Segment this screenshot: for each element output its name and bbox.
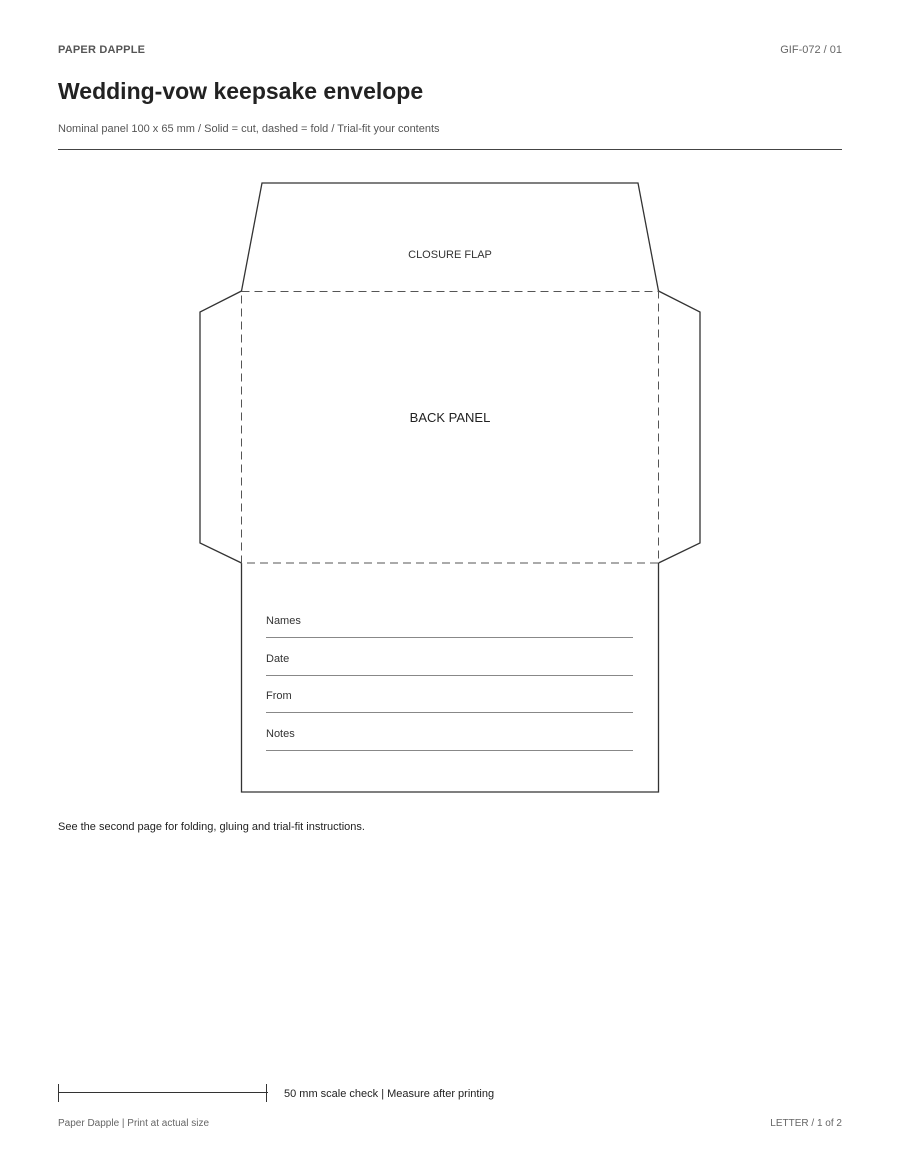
- field-line-names: [266, 637, 633, 638]
- back-panel-fold-line: [242, 292, 659, 564]
- scale-bar-end-tick: [266, 1084, 267, 1102]
- scale-check-text: 50 mm scale check | Measure after printing: [284, 1088, 495, 1100]
- brand-name: PAPER DAPPLE: [58, 44, 146, 56]
- left-side-flap-cut-line: [200, 291, 242, 563]
- instructions-note: See the second page for folding, gluing and trial-fit instructions.: [58, 821, 365, 833]
- document-id: GIF-072 / 01: [780, 44, 842, 56]
- scale-check-bar: [58, 1084, 268, 1102]
- field-label-names: Names: [266, 615, 301, 627]
- closure-flap-cut-line: [242, 183, 659, 291]
- page-title: Wedding-vow keepsake envelope: [58, 78, 424, 104]
- scale-bar-line: [58, 1092, 268, 1093]
- right-side-flap-cut-line: [659, 291, 701, 563]
- field-label-from: From: [266, 690, 292, 702]
- footer-left-text: Paper Dapple | Print at actual size: [58, 1118, 210, 1129]
- back-panel-label: BACK PANEL: [409, 410, 491, 425]
- scale-bar-start-tick: [58, 1084, 59, 1102]
- field-line-from: [266, 712, 633, 713]
- field-label-notes: Notes: [266, 728, 295, 740]
- front-panel-cut-line: [242, 563, 659, 792]
- field-label-date: Date: [266, 653, 290, 665]
- field-line-date: [266, 675, 633, 676]
- field-line-notes: [266, 750, 633, 751]
- page-subtitle: Nominal panel 100 x 65 mm / Solid = cut, dashed = fold / Trial-fit your contents: [58, 123, 440, 135]
- footer-page-number: LETTER / 1 of 2: [770, 1118, 842, 1129]
- closure-flap-label: CLOSURE FLAP: [408, 249, 492, 261]
